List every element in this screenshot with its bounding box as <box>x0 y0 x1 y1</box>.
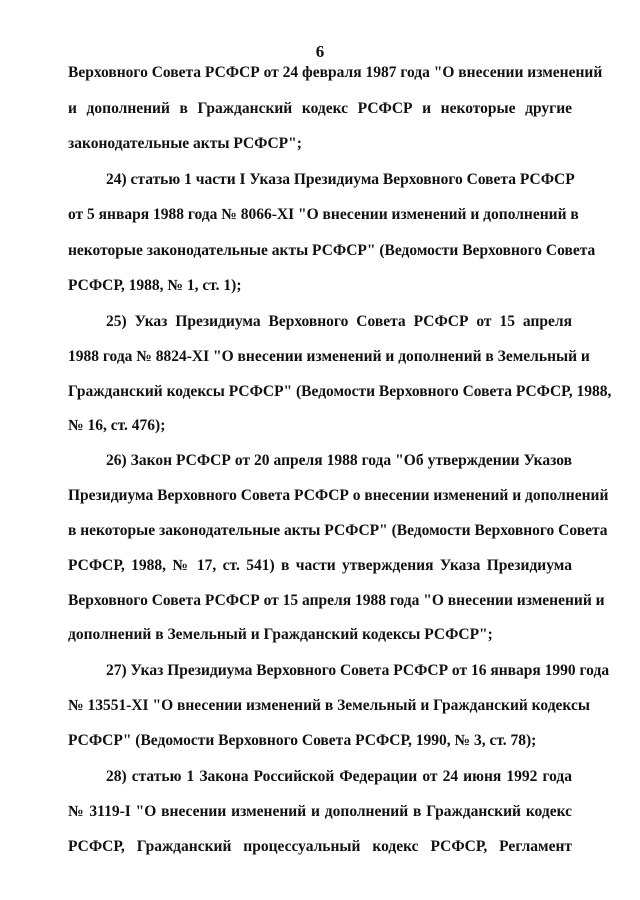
text-line: 25) Указ Президиума Верховного Совета РСФСР от 15 апреля <box>106 313 572 330</box>
text-line: некоторые законодательные акты РСФСР" (Ведомости Верховного Совета <box>68 242 596 259</box>
text-line: и дополнений в Гражданский кодекс РСФСР и некоторые другие <box>68 100 572 117</box>
text-line: Верховного Совета РСФСР от 24 февраля 1987 года "О внесении изменений <box>68 64 603 81</box>
text-line: законодательные акты РСФСР"; <box>68 135 302 152</box>
text-line: от 5 января 1988 года № 8066-XI "О внесении изменений и дополнений в <box>68 206 579 223</box>
text-line: Верховного Совета РСФСР от 15 апреля 1988 года "О внесении изменений и <box>68 592 605 609</box>
text-line: Президиума Верховного Совета РСФСР о внесении изменений и дополнений <box>68 487 609 504</box>
text-line: Гражданский кодексы РСФСР" (Ведомости Верховного Совета РСФСР, 1988, <box>68 383 612 400</box>
text-line: 27) Указ Президиума Верховного Совета РСФСР от 16 января 1990 года <box>106 662 610 679</box>
text-line: 26) Закон РСФСР от 20 апреля 1988 года "Об утверждении Указов <box>106 452 572 469</box>
text-line: РСФСР, Гражданский процессуальный кодекс РСФСР, Регламент <box>68 838 572 855</box>
text-line: РСФСР, 1988, № 1, ст. 1); <box>68 277 242 294</box>
text-line: РСФСР, 1988, № 17, ст. 541) в части утверждения Указа Президиума <box>68 557 572 574</box>
text-line: № 16, ст. 476); <box>68 417 166 434</box>
text-line: № 13551-XI "О внесении изменений в Земельный и Гражданский кодексы <box>68 697 590 714</box>
text-line: 28) статью 1 Закона Российской Федерации от 24 июня 1992 года <box>106 768 572 785</box>
text-line: 1988 года № 8824-XI "О внесении изменений и дополнений в Земельный и <box>68 348 590 365</box>
text-line: 24) статью 1 части I Указа Президиума Верховного Совета РСФСР <box>106 171 575 188</box>
text-line: дополнений в Земельный и Гражданский кодексы РСФСР"; <box>68 626 493 643</box>
text-line: РСФСР" (Ведомости Верховного Совета РСФСР, 1990, № 3, ст. 78); <box>68 732 537 749</box>
page-number: 6 <box>315 42 325 61</box>
text-line: № 3119-I "О внесении изменений и дополнений в Гражданский кодекс <box>68 803 572 820</box>
text-line: в некоторые законодательные акты РСФСР" (Ведомости Верховного Совета <box>68 522 608 539</box>
